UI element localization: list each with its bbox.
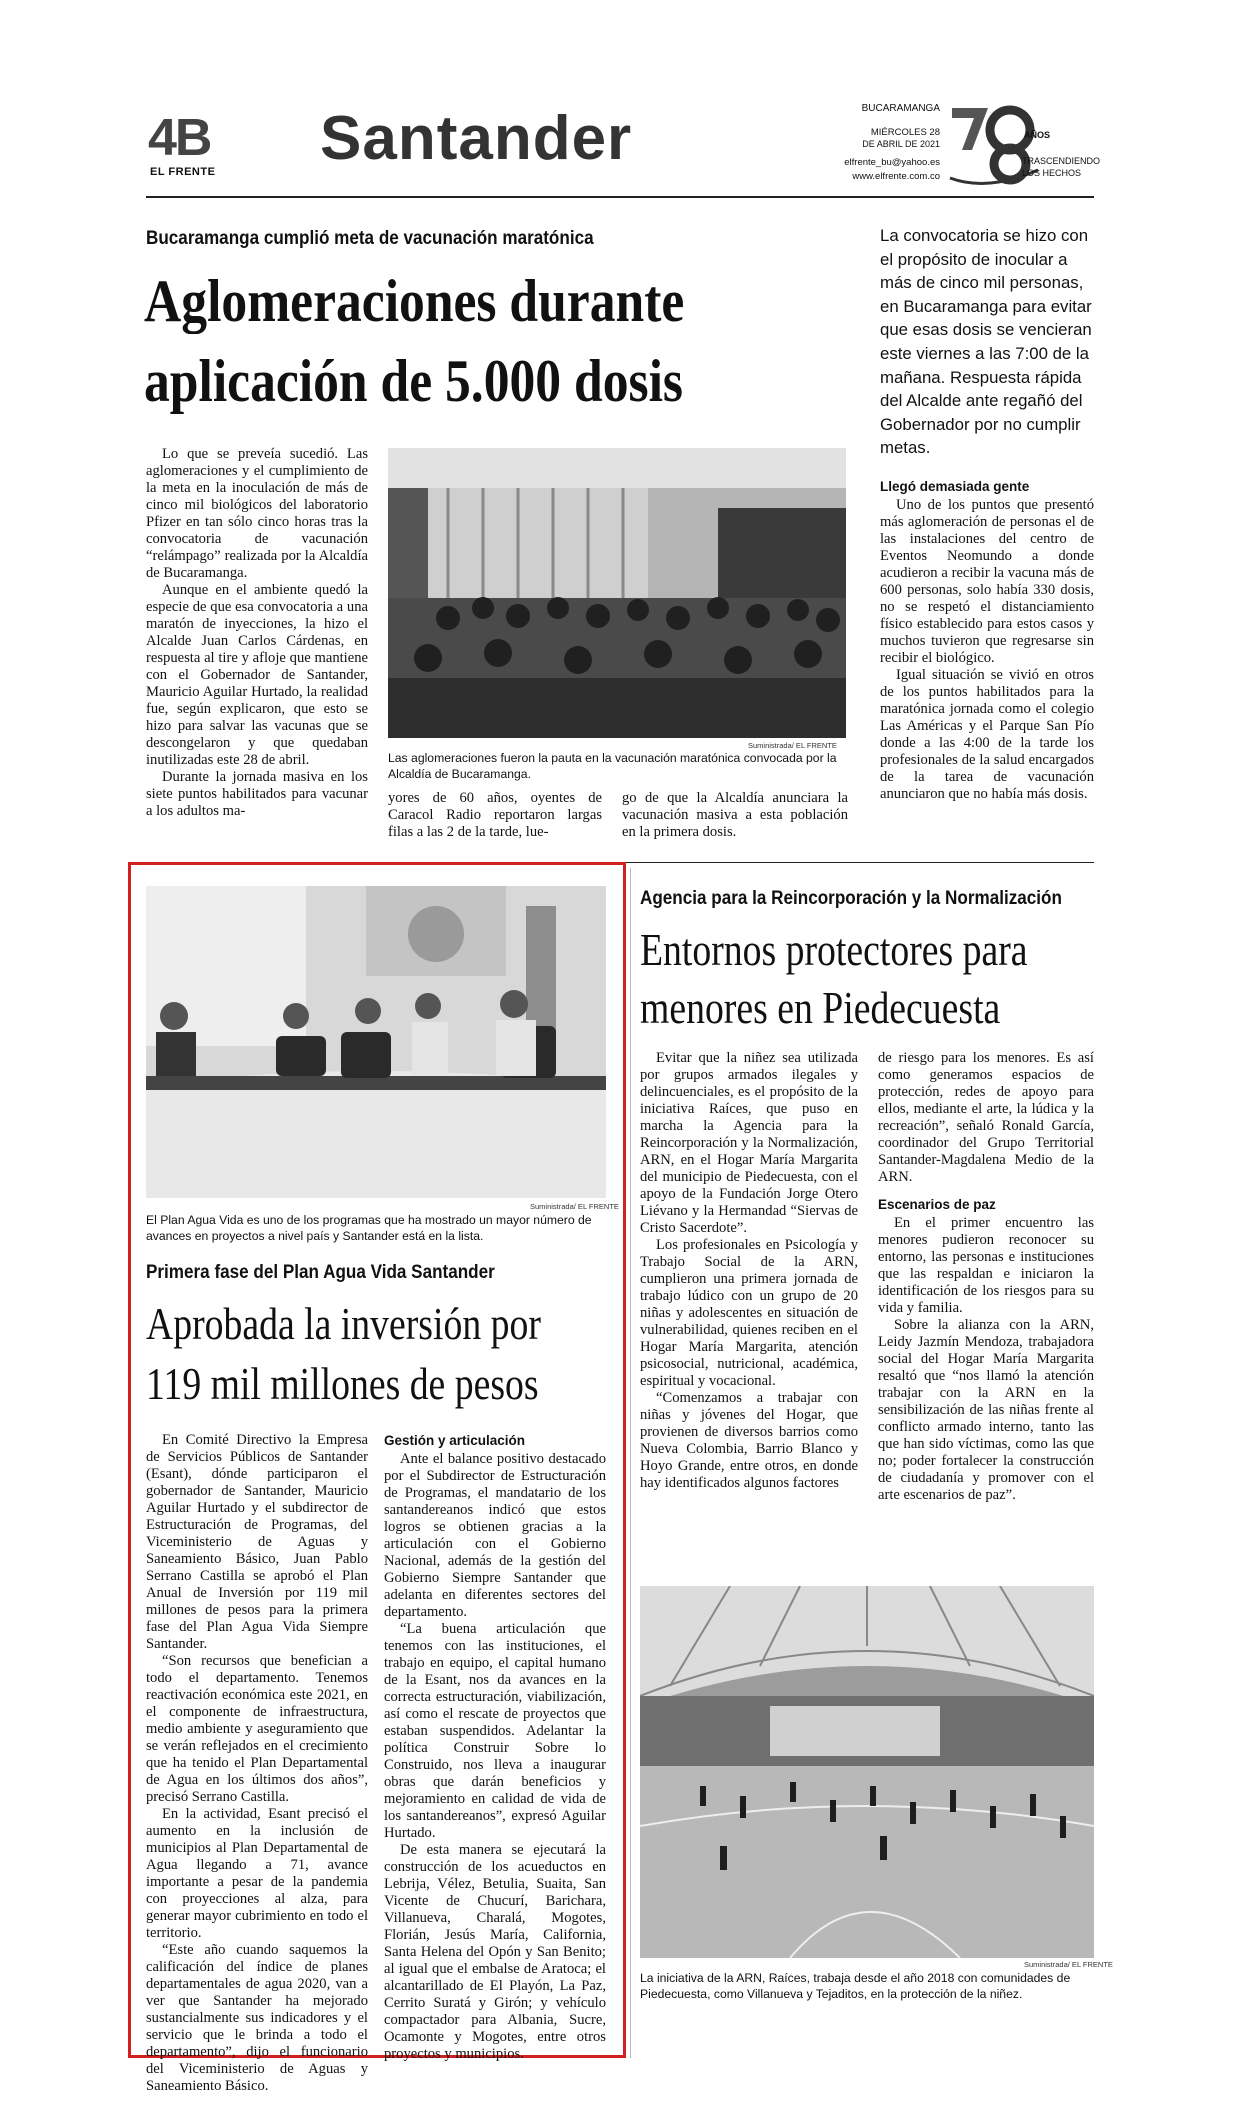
header-rule	[146, 196, 1094, 198]
article2-headline-2: 119 mil millones de pesos	[146, 1358, 539, 1409]
paragraph: Sobre la alianza con la ARN, Leidy Jazmín Mendoza, trabajadora social del Hogar María Margarita resaltó que “nos llamó la atención trabajar con la ARN en la sensibilización de las niñas frente al conflicto armado interno, tanto las que han sido víctimas, como las que no; poder fortalecer la construcción de ciudadanía y promover con el arte escenarios de paz”.	[878, 1317, 1094, 1503]
paragraph: En el primer encuentro las menores pudieron reconocer su entorno, las personas e instituciones que las respaldan e iniciaron la identificación de los riesgos para su vida y familia.	[878, 1215, 1094, 1316]
article2-photo-caption: El Plan Agua Vida es uno de los programas que ha mostrado un mayor número de avances en proyectos a nivel país y Santander está en la lista.	[146, 1213, 592, 1243]
article2-kicker: Primera fase del Plan Agua Vida Santander	[146, 1262, 495, 1283]
article2-col1	[146, 1432, 368, 2095]
article2-photo-credit: Suministrada/ EL FRENTE	[530, 1202, 619, 1211]
article1-photo	[388, 448, 846, 738]
article3-photo-caption: La iniciativa de la ARN, Raíces, trabaja desde el año 2018 con comunidades de Piedecuesta, como Villanueva y Tejaditos, en la protección de la niñez.	[640, 1971, 1071, 2001]
article1-photo-caption: Las aglomeraciones fueron la pauta en la vacunación maratónica convocada por la Alcaldía de Bucaramanga.	[388, 751, 837, 781]
article3-kicker: Agencia para la Reincorporación y la Normalización	[640, 888, 1062, 909]
paragraph: Ante el balance positivo destacado por el Subdirector de Estructuración de Programas, el mandatario de los santandereanos indicó que estos logros se obtienen gracias a la articulación con el Gobierno Nacional, además de la gestión del Gobierno Siempre Santander que adelanta en diferentes sectores del departamento.	[384, 1451, 606, 1620]
section-title: Santander	[320, 104, 633, 173]
article2-subhead: Gestión y articulación	[384, 1433, 526, 1448]
crowd-photo-icon	[388, 448, 846, 738]
header-city: BUCARAMANGA	[861, 103, 940, 114]
anniversary-slogan-2: LOS HECHOS	[1022, 168, 1082, 178]
header-website[interactable]: www.elfrente.com.co	[852, 171, 940, 182]
paragraph: Aunque en el ambiente quedó la especie de que esa convocatoria a una maratón de inyecciones, la hizo el Alcalde Juan Carlos Cárdenas, en respuesta al tire y afloje que mantiene con el Gobernador de Santander, Mauricio Aguilar Hurtado, la realidad fue, según explicaron, que esto se hizo para salvar las vacunas que se descongelaron y que quedaban inutilizadas este 28 de abril.	[146, 582, 368, 768]
article2-headline-1: Aprobada la inversión por	[146, 1298, 541, 1349]
paragraph: “Comenzamos a trabajar con niñas y jóvenes del Hogar, que provienen de diversos barrios como Nueva Colombia, Barrio Blanco y Hoyo Grande, entre otros, en donde hay identificados algunos factores	[640, 1390, 858, 1491]
article3-photo	[640, 1586, 1094, 1958]
playground-photo-icon	[640, 1586, 1094, 1958]
anniversary-word: AÑOS	[1024, 130, 1051, 140]
paragraph: Uno de los puntos que presentó más aglomeración de personas el de las instalaciones del centro de Eventos Neomundo a donde acudieron a recibir la vacuna más de 600 personas, solo había 330 dosis, no se respetó el distanciamiento físico establecido para estos casos y muchos tuvieron que regresarse sin recibir el biológico.	[880, 497, 1094, 666]
paragraph: Los profesionales en Psicología y Trabajo Social de la ARN, cumplieron una primera jornada de trabajo lúdico con un grupo de 20 niñas y adolescentes en situación de vulnerabilidad, quienes reciben en el Hogar María Margarita, atención psicosocial, nutricional, académica, espiritual y vocacional.	[640, 1237, 858, 1389]
header-email[interactable]: elfrente_bu@yahoo.es	[844, 157, 940, 168]
brand-label: EL FRENTE	[150, 166, 216, 178]
article3-col2	[878, 1050, 1094, 1504]
article3-subhead: Escenarios de paz	[878, 1197, 996, 1212]
article1-subhead: Llegó demasiada gente	[880, 479, 1030, 494]
header-date-2: DE ABRIL DE 2021	[862, 139, 940, 149]
article1-col1	[146, 446, 368, 820]
article1-kicker: Bucaramanga cumplió meta de vacunación maratónica	[146, 228, 594, 249]
header-date-1: MIÉRCOLES 28	[870, 127, 940, 138]
article1-summary: La convocatoria se hizo con el propósito de inocular a más de cinco mil personas, en Bucaramanga para evitar que esas dosis se vencieran este viernes a las 7:00 de la mañana. Respuesta rápida del Alcalde ante regañó del Gobernador por no cumplir metas.	[880, 226, 1092, 458]
column-divider	[630, 868, 631, 2058]
anniversary-slogan-1: TRASCENDIENDO	[1022, 156, 1101, 166]
article1-col3	[622, 790, 848, 841]
article2-col2	[384, 1432, 606, 2063]
meeting-photo-icon	[146, 886, 606, 1198]
paragraph: Durante la jornada masiva en los siete puntos habilitados para vacunar a los adultos ma-	[146, 769, 368, 819]
article1-col2	[388, 790, 602, 841]
paragraph: “Son recursos que benefician a todo el departamento. Tenemos reactivación económica este 2021, en el componente de infraestructura, medio ambiente y aseguramiento que se verán reflejados en el crecimiento que ha tenido el Plan Departamental de Agua en los últimos dos años”, precisó Serrano Castilla.	[146, 1653, 368, 1805]
article1-photo-credit: Suministrada/ EL FRENTE	[748, 741, 837, 750]
paragraph: Lo que se preveía sucedió. Las aglomeraciones y el cumplimiento de la meta en la inoculación de más de cinco mil biológicos del laboratorio Pfizer en tan sólo cinco horas tras la convocatoria de vacunación “relámpago” realizada por la Alcaldía de Bucaramanga.	[146, 446, 368, 581]
paragraph: “Este año cuando saquemos la calificación del índice de planes departamentales de agua 2020, van a ver que Santander ha mejorado sustancialmente sus indicadores y el servicio que le brinda a todo el departamento”, dijo el funcionario del Viceministerio de Aguas y Saneamiento Básico.	[146, 1942, 368, 2094]
paragraph: En Comité Directivo la Empresa de Servicios Públicos de Santander (Esant), dónde participaron el gobernador de Santander, Mauricio Aguilar Hurtado y el subdirector de Estructuración de Programas, del Viceministerio de Aguas y Saneamiento Básico, Juan Pablo Serrano Castilla se aprobó el Plan Anual de Inversión por 119 mil millones de pesos para la primera fase del Plan Agua Vida Siempre Santander.	[146, 1432, 368, 1652]
paragraph: yores de 60 años, oyentes de Caracol Radio reportaron largas filas a las 2 de la tarde, lue-	[388, 790, 602, 840]
paragraph: En la actividad, Esant precisó el aumento en la inclusión de municipios al Plan Departamental de Agua llegando a 71, avance importante a pesar de la pandemia con proyecciones al alza, para generar mayor cubrimiento en todo el territorio.	[146, 1806, 368, 1941]
paragraph: Igual situación se vivió en otros de los puntos habilitados para la maratónica jornada como el colegio Las Américas y el Parque San Pío donde a las 4:00 de la tarde los profesionales de la salud encargados de la tarea de vacunación anunciaron que no había más dosis.	[880, 667, 1094, 802]
anniversary-number	[1130, 60, 1131, 61]
page-number: 4B	[148, 109, 211, 167]
article3-col1	[640, 1050, 858, 1492]
paragraph: De esta manera se ejecutará la construcción de los acueductos en Lebrija, Vélez, Betulia, Suaita, San Vicente de Chucurí, Barichara, Villanueva, Charalá, Mogotes, Florián, Jesús María, California, Santa Helena del Opón y San Benito; al igual que el embalse de Aratoca; el alcantarillado de El Playón, La Paz, Cerrito Suratá y Girón; y vehículo compactador para Albania, Sucre, Ocamonte y Mogotes, entre otros proyectos y municipios.	[384, 1842, 606, 2062]
paragraph: “La buena articulación que tenemos con las instituciones, el trabajo en equipo, el capital humano de la Esant, nos da avances en la correcta estructuración, viabilización, así como el rescate de proyectos que estaban suspendidos. Adelantar la política Construir Sobre lo Construido, nos lleva a inaugurar obras que darán beneficios y mejoramiento en calidad de vida de los santandereanos”, expresó Aguilar Hurtado.	[384, 1621, 606, 1841]
article3-photo-credit: Suministrada/ EL FRENTE	[1024, 1960, 1113, 1969]
article3-headline-2: menores en Piedecuesta	[640, 982, 1001, 1033]
article3-headline-1: Entornos protectores para	[640, 924, 1028, 975]
paragraph: de riesgo para los menores. Es así como generamos espacios de protección, redes de apoyo para ellos, mediante el arte, la lúdica y la recreación”, señaló Ronald García, coordinador del Grupo Territorial Santander-Magdalena Medio de la ARN.	[878, 1050, 1094, 1185]
article1-headline-2: aplicación de 5.000 dosis	[144, 348, 684, 414]
paragraph: Evitar que la niñez sea utilizada por grupos armados ilegales y delincuenciales, es el propósito de la iniciativa Raíces, que puso en marcha la Agencia para la Reincorporación y la Normalización, ARN, en el Hogar María Margarita del municipio de Piedecuesta, con el apoyo de la Fundación Jorge Otero Liévano y la Hermandad “Siervas de Cristo Sacerdote”.	[640, 1050, 858, 1236]
article1-headline-1: Aglomeraciones durante	[144, 268, 685, 334]
article2-photo	[146, 886, 606, 1198]
paragraph: go de que la Alcaldía anunciara la vacunación masiva a esta población en la primera dosis.	[622, 790, 848, 840]
article1-col4	[880, 478, 1094, 803]
